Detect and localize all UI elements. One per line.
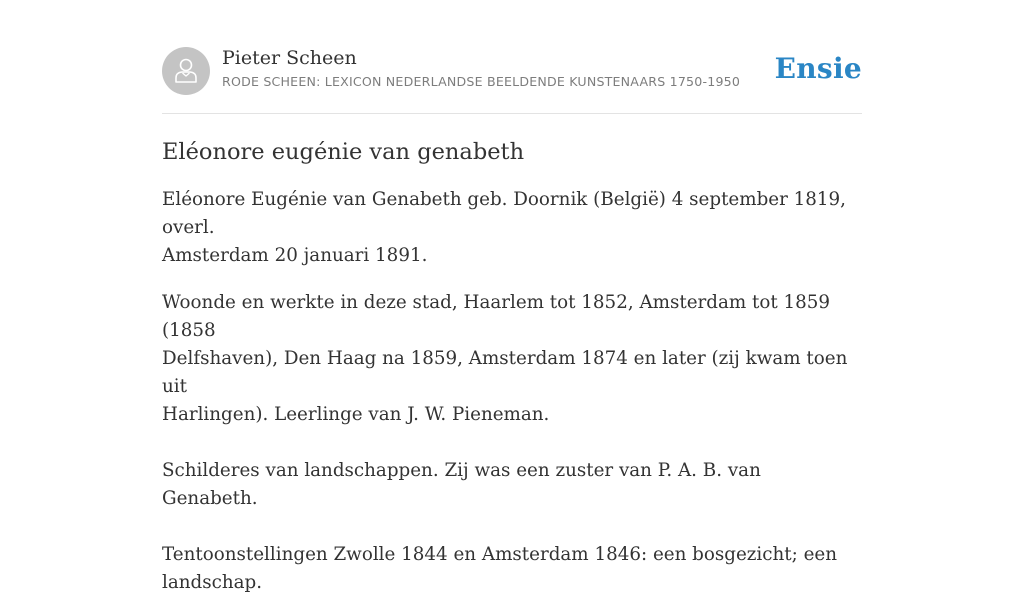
header-divider [162,113,862,114]
article-title: Eléonore eugénie van genabeth [162,139,525,165]
source-title-link[interactable]: RODE SCHEEN: LEXICON NEDERLANDSE BEELDENDE KUNSTENAARS 1750-1950 [222,74,741,89]
author-avatar[interactable] [162,47,210,95]
author-name-link[interactable]: Pieter Scheen [222,47,357,69]
article-body [162,136,862,597]
article-paragraph-details: Woonde en werkte in deze stad, Haarlem tot 1852, Amsterdam tot 1859 (1858 Delfshaven), Den Haag na 1859, Amsterdam 1874 en later (zij kwam toen uit Harlingen). Leerlinge van J. W. Pieneman. Schilderes van landschappen. Zij was een zuster van P. A. B. van Genabeth. Tentoonstellingen Zwolle 1844 en Amsterdam 1846: een bosgezicht; een landschap. [162,292,848,593]
user-icon [174,57,198,83]
article-paragraph-biography: Eléonore Eugénie van Genabeth geb. Doornik (België) 4 september 1819, overl. Amsterdam 20 januari 1891. [162,189,846,266]
entry-header [162,46,862,96]
ensie-logo[interactable]: Ensie [774,52,862,85]
